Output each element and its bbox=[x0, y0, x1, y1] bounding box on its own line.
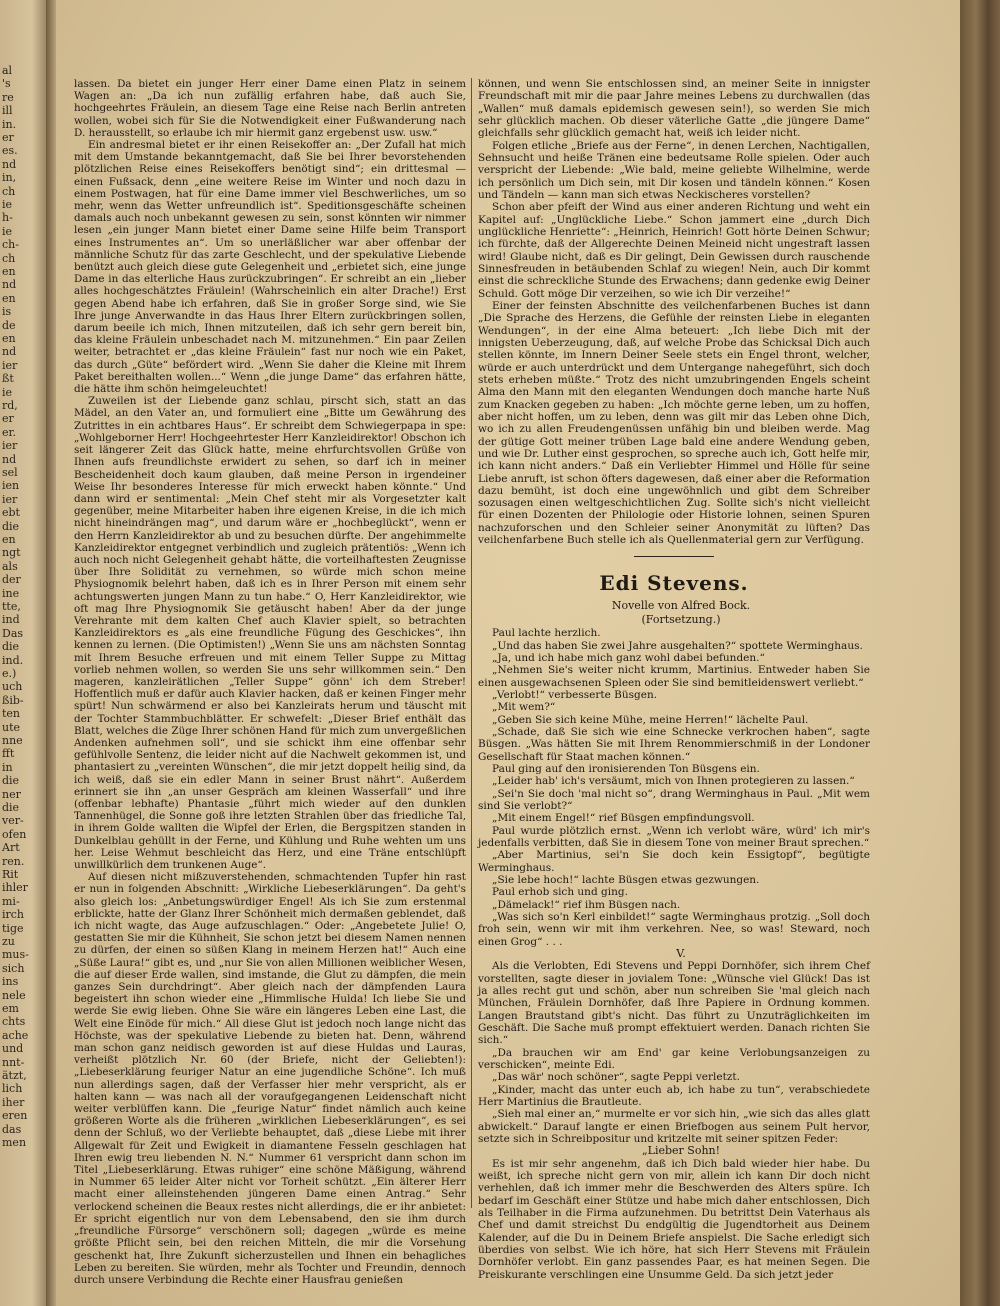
paragraph: Zuweilen ist der Liebende ganz schlau, pirscht sich, statt an das Mädel, an den Vater an, und formuliert eine „Bitte um Gewährung des Zutrittes in ein achtbares Haus“. Er schreibt dem Schwiegerpapa in spe: „Wohlgeborner Herr! Hochgeehrtester Herr Kanzleidirektor! Obschon ich seit längerer Zeit das Glück hatte, meine ehrfurchtsvollen Grüße von Ihnen aufs freundlichste erwidert zu sehen, so darf ich in meiner Bescheidenheit doch kaum glauben, daß meine Person in irgendeiner Weise Ihr besonderes Interesse für mich erweckt haben könnte.“ Und dann wird er sentimental: „Mein Chef steht mir als Vorgesetzter kalt gegenüber, meine Mitarbeiter haben ihre eigenen Kreise, in die ich mich nicht hineindrängen mag“, und darum wäre er „hochbeglückt“, wenn er den Herrn Kanzleidirektor ab und zu besuchen dürfte. Der angehimmelte Kanzleidirektor entgegnet verbindlich und zugleich prätentiös: „Wenn ich auch noch nicht Gelegenheit gehabt hätte, die vorteilhaftesten Zeugnisse über Ihre Solidität zu vernehmen, so würde mich schon meine Physiognomik belehrt haben, daß ich es in Ihrer Person mit einem sehr achtungswerten jungen Mann zu tun habe.“ O, Herr Kanzleidirektor, wie oft mag Ihre Physiognomik Sie getäuscht haben! Aber da der junge Verehrante mit dem kalten Chef auch Klavier spielt, so betrachten Kanzleidirektors es „als eine freundliche Fügung des Geschickes“, ihn kennen zu lernen. (Die Optimisten!) „Wenn Sie uns am nächsten Sonntag mit Ihrem Besuche erfreuen und mit einem Teller Suppe zu Mittag vorlieb nehmen wollen, so werden Sie uns sehr willkommen sein.“ Den mageren, kanzleirätlichen „Teller Suppe“ gönn' ich dem Streber! Hoffentlich muß er dafür auch Klavier hacken, daß er keinen Finger mehr spürt! Nun schwärmend er also bei Kanzleirats herum und täuscht mit der Tochter Stammbuchblätter. Er schwefelt: „Dieser Brief enthält das Blatt, welches die Züge Ihrer schönen Hand für mich zum unvergeßlichen Andenken aufnehmen soll“, und sie schickt ihm eine offenbar sehr gefühlvolle Sentenz, die leider nicht auf die Nachwelt gekommen ist, und phantasiert zu „vereinten Wünschen“, die mir jetzt doppelt heilig sind, da ich weiß, daß sie ein edler Mann in seiner Brust nährt“. Außerdem erinnert sie ihn „an unser Gespräch am kleinen Wasserfall“ und ihre (offenbar lebhafte) Phantasie „führt mich wieder auf den dunklen Tannenhügel, die Sonne goß ihre letzten Strahlen über das friedliche Tal, in ihrem Golde wallten die Wipfel der Erlen, die Bergspitzen standen in Dunkelblau gehüllt in der Ferne, und Kühlung und Ruhe wehten um uns her. Leise Wehmut beschleicht das Herz, und eine Träne entschlüpft unwillkürlich dem trunkenen Auge“. bbox=[74, 395, 466, 871]
story-title: Edi Stevens. bbox=[599, 571, 749, 596]
paragraph: Schon aber pfeift der Wind aus einer anderen Richtung und weht ein Kapitel auf: „Unglückliche Liebe.“ Schon jammert eine „durch Dich unglückliche Henriette“: „Heinrich, Heinrich! Gott hörte Deinen Schwur; ich fürchte, daß der Allgerechte Deinen Meineid nicht ungestraft lassen wird! Glaube nicht, daß es Dir gelingt, Dein Gewissen durch rauschende Sinnesfreuden in betäubenden Schlaf zu wiegen! Nein, auch Dir kommt einst die schreckliche Stunde des Erwachens; dann gedenke ewig Deiner Schuld. Gott möge Dir verzeihen, so wie ich Dir verzeihe!“ bbox=[478, 201, 870, 300]
margin-fragment: er. bbox=[2, 425, 17, 439]
paragraph: lassen. Da bietet ein junger Herr einer Dame einen Platz in seinem Wagen an: „Da ich nun zufällig erfahren habe, daß auch Sie, hochgeehrtes Fräulein, an diesem Tage eine Reise nach Berlin antreten wollen, wobei sich für Sie die Notwendigkeit einer Fußwanderung nach D. herausstellt, so erlaube ich mir hiermit ganz ergebenst usw. usw.“ bbox=[74, 78, 466, 139]
margin-fragment: ier bbox=[2, 492, 18, 506]
newspaper-page bbox=[56, 0, 960, 1306]
margin-fragment: die bbox=[2, 801, 20, 814]
margin-fragment: is bbox=[2, 305, 12, 319]
margin-fragment: tige bbox=[2, 921, 24, 935]
margin-fragment: ebt bbox=[2, 506, 20, 520]
paragraph: Paul lachte herzlich. bbox=[492, 627, 601, 640]
margin-fragment: die bbox=[2, 519, 20, 533]
margin-fragment: al bbox=[2, 64, 13, 77]
story-text bbox=[478, 627, 870, 948]
margin-fragment: Das bbox=[2, 626, 24, 640]
margin-fragment: ch- bbox=[2, 238, 19, 252]
margin-fragment: ien bbox=[2, 479, 20, 493]
margin-fragment: sel bbox=[2, 466, 18, 479]
margin-fragment: ache bbox=[2, 1028, 29, 1042]
paragraph: „Verlobt!“ verbesserte Büsgen. bbox=[492, 689, 658, 702]
left-column bbox=[74, 78, 466, 1286]
paragraph: Einer der feinsten Abschnitte des veilchenfarbenen Buches ist dann „Die Sprache des Herzens, die Gefühle der reinsten Liebe in eleganten Wendungen“, in der eine Alma beteuert: „Ich liebe Dich mit der innigsten Ueberzeugung, daß, auf welche Probe das Schicksal Dich auch stellen könnte, im Innern Deiner Seele stets ein Engel thront, welcher, würde er auch unterdrückt und dem Untergange nahegeführt, sich doch stets erheben müßte.“ Trotz des nicht umzubringenden Engels scheint Alma den Mann mit den eleganten Wendungen doch manche harte Nuß zum Knacken gegeben zu haben: „Ich möchte gerne leben, um zu hoffen, aber nicht hoffen, um zu leben, denn was gilt mir das Leben ohne Dich, wo ich zu allen Freudengenüssen unfähig bin und bleiben werde. Mag der gütige Gott meiner trüben Lage bald eine andere Wendung geben, und wie Dr. Luther einst gesprochen, so spreche auch ich, Gott helfe mir, ich kann nicht anders.“ Daß ein Verliebter Himmel und Hölle für seine Liebe anruft, ist schon öfters dagewesen, daß einer aber die Reformation dazu bemüht, ist doch eine ungewöhnlich und gibt dem Schreiber sozusagen einen weltgeschichtlichen Zug. Sollte sich's nicht vielleicht für einen Dozenten der Philologie oder Historie lohnen, seinen Spuren nachzuforschen und den Schleier seiner Anonymität zu lüften? Das veilchenfarbene Buch stelle ich als Quellenmaterial gern zur Verfügung. bbox=[478, 299, 870, 547]
margin-fragment: men bbox=[2, 1136, 27, 1149]
margin-fragment: e.) bbox=[2, 667, 17, 680]
section-number: V. bbox=[676, 947, 686, 960]
margin-fragment: ihler bbox=[2, 881, 28, 895]
margin-fragment: ätzt, bbox=[2, 1069, 27, 1082]
margin-fragment: rd, bbox=[2, 399, 18, 412]
paragraph: „Sie lebe hoch!“ lachte Büsgen etwas gezwungen. bbox=[492, 874, 760, 887]
letter-text bbox=[478, 1158, 870, 1281]
margin-fragment: die bbox=[2, 774, 20, 788]
margin-fragment: chts bbox=[2, 1015, 26, 1029]
margin-fragment: er bbox=[2, 412, 14, 426]
section-text bbox=[478, 960, 870, 1145]
margin-fragment: nd bbox=[2, 278, 17, 292]
paragraph: „Leider hab' ich's versäumt, mich von Ihnen protegieren zu lassen.“ bbox=[492, 775, 855, 788]
paragraph: „Da brauchen wir am End' gar keine Verlobungsanzeigen zu verschicken“, meinte Edi. bbox=[478, 1046, 870, 1071]
margin-fragment: ver- bbox=[2, 814, 24, 828]
margin-fragment: ill bbox=[2, 104, 13, 118]
paragraph: „Kinder, macht das unter euch ab, ich habe zu tun“, verabschiedete Herr Martinius die Brautleute. bbox=[478, 1083, 870, 1108]
paragraph: Paul ging auf den ironisierenden Ton Büsgens ein. bbox=[492, 763, 760, 776]
paragraph: Paul erhob sich und ging. bbox=[492, 886, 628, 899]
paragraph: „Schade, daß Sie sich wie eine Schnecke verkrochen haben“, sagte Büsgen. „Was hätten Sie mit Ihrem Renommierschmiß in der Londoner Gesellschaft für Staat machen können.“ bbox=[478, 726, 870, 763]
margin-fragment: ine bbox=[2, 586, 20, 600]
story-continuation-note: (Fortsetzung.) bbox=[641, 613, 721, 627]
margin-fragment: ie bbox=[2, 385, 13, 399]
paragraph: „Ja, und ich habe mich ganz wohl dabei befunden.“ bbox=[492, 652, 765, 665]
margin-fragment: in bbox=[2, 760, 13, 774]
margin-fragment: in, bbox=[2, 171, 17, 185]
paragraph: „Was sich so'n Kerl einbildet!“ sagte Werminghaus protzig. „Soll doch froh sein, wenn wir mit ihm verkehren. Nee, so was! Steward, noch einen Grog“ . . . bbox=[478, 911, 870, 948]
margin-fragment: als bbox=[2, 559, 18, 573]
margin-fragment: ch bbox=[2, 184, 16, 198]
article-continuation bbox=[478, 78, 870, 546]
margin-fragment: mi- bbox=[2, 894, 20, 908]
margin-fragment: nne bbox=[2, 734, 23, 747]
margin-fragment: ind bbox=[2, 613, 20, 627]
margin-fragment: der bbox=[2, 573, 21, 587]
margin-fragment: uch bbox=[2, 680, 23, 694]
paragraph: „Mit wem?“ bbox=[492, 701, 556, 714]
margin-fragment: ten bbox=[2, 707, 21, 721]
margin-fragment: Art bbox=[2, 841, 20, 855]
margin-fragment: re bbox=[2, 90, 14, 104]
margin-fragment: ngt bbox=[2, 546, 21, 560]
margin-fragment: ch bbox=[2, 251, 16, 265]
margin-fragment: lich bbox=[2, 1082, 23, 1096]
margin-fragment: eren bbox=[2, 1109, 28, 1123]
margin-fragment: tte, bbox=[2, 600, 21, 613]
margin-fragment: ind. bbox=[2, 653, 24, 667]
letter-salutation: „Lieber Sohn! bbox=[641, 1144, 721, 1158]
margin-fragment: ier bbox=[2, 439, 18, 453]
margin-fragment: en bbox=[2, 533, 16, 546]
previous-page-edge bbox=[0, 0, 46, 1306]
paragraph: „Das wär' noch schöner“, sagte Peppi verletzt. bbox=[492, 1071, 740, 1084]
margin-fragment: nd bbox=[2, 345, 17, 359]
paragraph: „Sei'n Sie doch 'mal nicht so“, drang Werminghaus in Paul. „Mit wem sind Sie verlobt?“ bbox=[478, 787, 870, 813]
margin-fragment: Rit bbox=[2, 868, 19, 881]
paragraph: Ein andresmal bietet er ihr einen Reisekoffer an: „Der Zufall hat mich mit dem Umstande bekanntgemacht, daß Sie bei Ihrer bevorstehenden plötzlichen Reise eines Reisekoffers benötigt sind“; ein drittesmal — einen Fußsack, denn „eine weitere Reise im Winter und noch dazu in einem Postwagen, hat für eine Dame immer viel Beschwerliches, um so mehr, wenn das Wetter unfreundlich ist“. Speditionsgeschäfte scheinen damals auch noch unbekannt gewesen zu sein, sonst könnten wir nimmer lesen „ein junger Mann bietet einer Dame seine Hilfe beim Transport eines Instrumentes an“. Um so unerläßlicher war aber offenbar der männliche Schutz für das zarte Geschlecht, und der spekulative Liebende benützt auch gleich diese gute Gelegenheit und „erbietet sich, eine junge Dame in das elterliche Haus zurückzubringen“. Er schreibt an ein „lieber alles hochgeschätztes Fräulein! (Wahrscheinlich ein alter Drache!) Erst gegen Abend habe ich erfahren, daß Sie in großer Sorge sind, wie Sie Ihre junge Anverwandte in das Haus Ihrer Eltern zurückbringen sollen, darum beeile ich mich, Ihnen mitzuteilen, daß ich sehr gern bereit bin, das kleine Fräulein unbeschadet nach M. mitzunehmen.“ Ein paar Zeilen weiter, betrachtet er „das kleine Fräulein“ fast nur noch wie ein Paket, das durch „Güte“ befördert wird. „Wenn Sie daher die Kleine mit Ihrem Paket bereithalten wollen...“ Wenn „die junge Dame“ das erfahren hätte, die hätte ihm schön heimgeleuchtet! bbox=[74, 139, 466, 396]
margin-fragment: en bbox=[2, 265, 16, 278]
paragraph: Es ist mir sehr angenehm, daß ich Dich bald wieder hier habe. Du weißt, ich spreche nicht gern von mir, allein ich kann Dir doch nicht verhehlen, daß ich immer mehr die Beschwerden des Alters spüre. Ich bedarf im Geschäft einer Stütze und habe mich daher entschlossen, Dich als Teilhaber in die Firma aufzunehmen. Du betrittst Dein Vaterhaus als Chef und damit streichst Du endgültig die Jugendtorheit aus Deinem Kalender, auf die Du in Deinem Briefe anspielst. Die Sache erledigt sich überdies von selbst. Wie ich höre, hat sich Herr Stevens mit Fräulein Dornhöfer verlobt. Ein ganz passendes Paar, es hat meinen Segen. Die Preiskurante verschlingen eine Unsumme Geld. Da sich jetzt jeder bbox=[478, 1157, 870, 1281]
paragraph: können, und wenn Sie entschlossen sind, an meiner Seite in innigster Freundschaft mit mir die paar Jahre meines Lebens zu durchwallen (das „Wallen“ muß damals epidemisch gewesen sein!), so werden Sie mich sehr glücklich machen. Ob dieser väterliche Gatte „die jüngere Dame“ gleichfalls sehr glücklich gemacht hat, weiß ich leider nicht. bbox=[478, 78, 870, 140]
margin-fragment: nd bbox=[2, 452, 17, 466]
paragraph: Auf diesen nicht mißzuverstehenden, schmachtenden Tupfer hin rast er nun in folgenden Abschnitt: „Wirkliche Liebeserklärungen“. Da geht's also gleich los: „Anbetungswürdiger Engel! Als ich Sie zum erstenmal erblickte, hatte der Glanz Ihrer Schönheit mich dermaßen geblendet, daß ich nicht wagte, das Auge aufzuschlagen.“ Oder: „Angebetete Julie! O, gestatten Sie mir die Kühnheit, Sie schon jetzt bei diesem Namen nennen zu dürfen, der einen so süßen Klang in meinem Herzen hat!“ Auch eine „Süße Laura!“ gibt es, und „nur Sie von allen Millionen weiblicher Wesen, die auf dieser Erde wallen, sind imstande, die Glut zu dämpfen, die mein ganzes Sein durchdringt“. Aber gleich nach der dämpfenden Laura begeistert ihn schon wieder eine „Himmlische Hulda! Ich liebe Sie und werde Sie ewig lieben. Ohne Sie wäre ein längeres Leben eine Last, die Welt eine Einöde für mich.“ All diese Glut ist jedoch noch lange nicht das Höchste, was der spekulative Liebende zu bieten hat. Denn, während man schon ganz neidisch geworden ist auf diese Huldas und Lauras, verheißt plötzlich Nr. 60 (der Briefe, nicht der Geliebten!): „Liebeserklärung feuriger Natur an eine jugendliche Schöne“. Ich muß nun allerdings sagen, daß der Verfasser hier mehr verspricht, als er halten kann — was nach all der voraufgegangenen Leidenschaft nicht weiter verblüffen kann. Die „feurige Natur“ findet nämlich auch keine größeren Worte als die früheren „wirklichen Liebeserklärungen“, es sei denn der Schluß, wo der Verliebte behauptet, daß „diese Liebe mit ihrer Allgewalt für Zeit und Ewigkeit in diamantene Fesseln geschlagen hat Ihren ewig treu liebenden N. N.“ Nummer 61 verspricht dann schon im Titel „Liebeserklärung. Etwas ruhiger“ eine schöne Mäßigung, während in Nummer 65 leider Alter nicht vor Torheit schützt. „Ein älterer Herr macht einer alleinstehenden jüngeren Dame einen Antrag.“ Sehr verlockend scheinen die Beaux restes nicht allerdings, die er ihr anbietet: Er spricht eigentlich nur von dem Lebensabend, den sie ihm durch „freundliche Fürsorge“ verschönern soll; dagegen „würde es meine größte Pflicht sein, bei den reichen Mitteln, die mir die Vorsehung geschenkt hat, Ihre Zukunft sicherzustellen und Ihnen ein behagliches Leben zu bereiten. Sie würden, mehr als Tochter und Freundin, dennoch durch unsere Verbindung die Rechte einer Hausfrau genießen bbox=[74, 871, 466, 1286]
margin-fragment: er bbox=[2, 131, 14, 144]
paragraph: „Nehmen Sie's weiter nicht krumm, Martinius. Entweder haben Sie einen ausgewachsenen Spleen oder Sie sind bemitleidenswert verliebt.“ bbox=[478, 664, 870, 689]
margin-fragment: de bbox=[2, 318, 16, 332]
margin-fragment: h- bbox=[2, 211, 13, 225]
margin-fragment: ier bbox=[2, 358, 18, 372]
paragraph: Als die Verlobten, Edi Stevens und Peppi Dornhöfer, sich ihrem Chef vorstellten, sagte dieser in jovialem Tone: „Wünsche viel Glück! Das ist ja alles recht gut und schön, aber nun schreiben Sie 'mal gleich nach München, Fräulein Dornhöfer, daß Ihre Papiere in Ordnung kommen. Langen Brautstand gibt's nicht. Das führt zu Unzuträglichkeiten im Geschäft. Die Sache muß prompt effektuiert werden. Danach richten Sie sich.“ bbox=[478, 960, 870, 1047]
margin-fragment: mus- bbox=[2, 948, 29, 962]
margin-fragment: nd bbox=[2, 157, 17, 171]
margin-fragment: nnt- bbox=[2, 1055, 25, 1069]
margin-fragment: ner bbox=[2, 787, 21, 801]
book-spine bbox=[960, 0, 1000, 1306]
margin-fragment: nele bbox=[2, 988, 26, 1002]
margin-fragment: ßt bbox=[2, 372, 14, 386]
paragraph: „Mit einem Engel!“ rief Büsgen empfindungsvoll. bbox=[492, 812, 755, 825]
margin-fragment: iher bbox=[2, 1095, 25, 1109]
margin-fragment: ofen bbox=[2, 827, 27, 841]
margin-fragment: ute bbox=[2, 720, 21, 734]
margin-fragment: ie bbox=[2, 198, 13, 211]
margin-fragment: 's bbox=[2, 77, 11, 91]
margin-fragment: zu bbox=[2, 935, 15, 948]
story-subtitle: Novelle von Alfred Bock. bbox=[611, 599, 751, 613]
page-gutter bbox=[46, 0, 56, 1306]
margin-fragment: und bbox=[2, 1042, 24, 1056]
right-column bbox=[478, 78, 870, 1281]
margin-fragment: in. bbox=[2, 117, 17, 131]
margin-fragment: fft bbox=[2, 747, 15, 761]
paragraph: „Und das haben Sie zwei Jahre ausgehalten?“ spottete Werminghaus. bbox=[492, 639, 863, 652]
paragraph: „Sieh mal einer an,“ murmelte er vor sich hin, „wie sich das alles glatt abwickelt.“ Darauf langte er einen Briefbogen aus seinem Pult hervor, setzte sich in Schreibpositur und kritzelte mit seiner spitzen Feder: bbox=[478, 1108, 870, 1145]
margin-fragment: ßib- bbox=[2, 693, 24, 707]
margin-fragment: en bbox=[2, 332, 16, 345]
section-rule bbox=[634, 556, 714, 557]
margin-fragment: ins bbox=[2, 975, 19, 989]
paragraph: „Aber Martinius, sei'n Sie doch kein Essigtopf“, begütigte Werminghaus. bbox=[478, 849, 870, 874]
margin-fragment: ie bbox=[2, 224, 13, 238]
margin-fragment: irch bbox=[2, 908, 25, 922]
paragraph: Paul wurde plötzlich ernst. „Wenn ich verlobt wäre, würd' ich mir's jedenfalls verbitten, daß Sie in diesem Tone von meiner Braut sprechen.“ bbox=[478, 824, 870, 850]
margin-fragment: en bbox=[2, 291, 16, 305]
margin-fragment: das bbox=[2, 1122, 22, 1136]
paragraph: „Dämelack!“ rief ihm Büsgen nach. bbox=[492, 898, 681, 911]
margin-fragment: die bbox=[2, 640, 20, 654]
margin-fragment: es. bbox=[2, 144, 18, 158]
margin-fragment: sich bbox=[2, 961, 25, 975]
paragraph: Folgen etliche „Briefe aus der Ferne“, in denen Lerchen, Nachtigallen, Sehnsucht und heiße Tränen eine bedeutsame Rolle spielen. Oder auch verspricht der Liebende: „Wie bald, meine geliebte Wilhelmine, werde ich persönlich um Dich sein, mit Dir kosen und tändeln können.“ Kosen und Tändeln — kann man sich etwas Neckischeres vorstellen? bbox=[478, 139, 870, 201]
margin-fragment: em bbox=[2, 1002, 19, 1015]
column-divider bbox=[471, 78, 472, 1208]
margin-fragment: ren. bbox=[2, 854, 25, 868]
paragraph: „Geben Sie sich keine Mühe, meine Herren!“ lächelte Paul. bbox=[492, 713, 809, 726]
